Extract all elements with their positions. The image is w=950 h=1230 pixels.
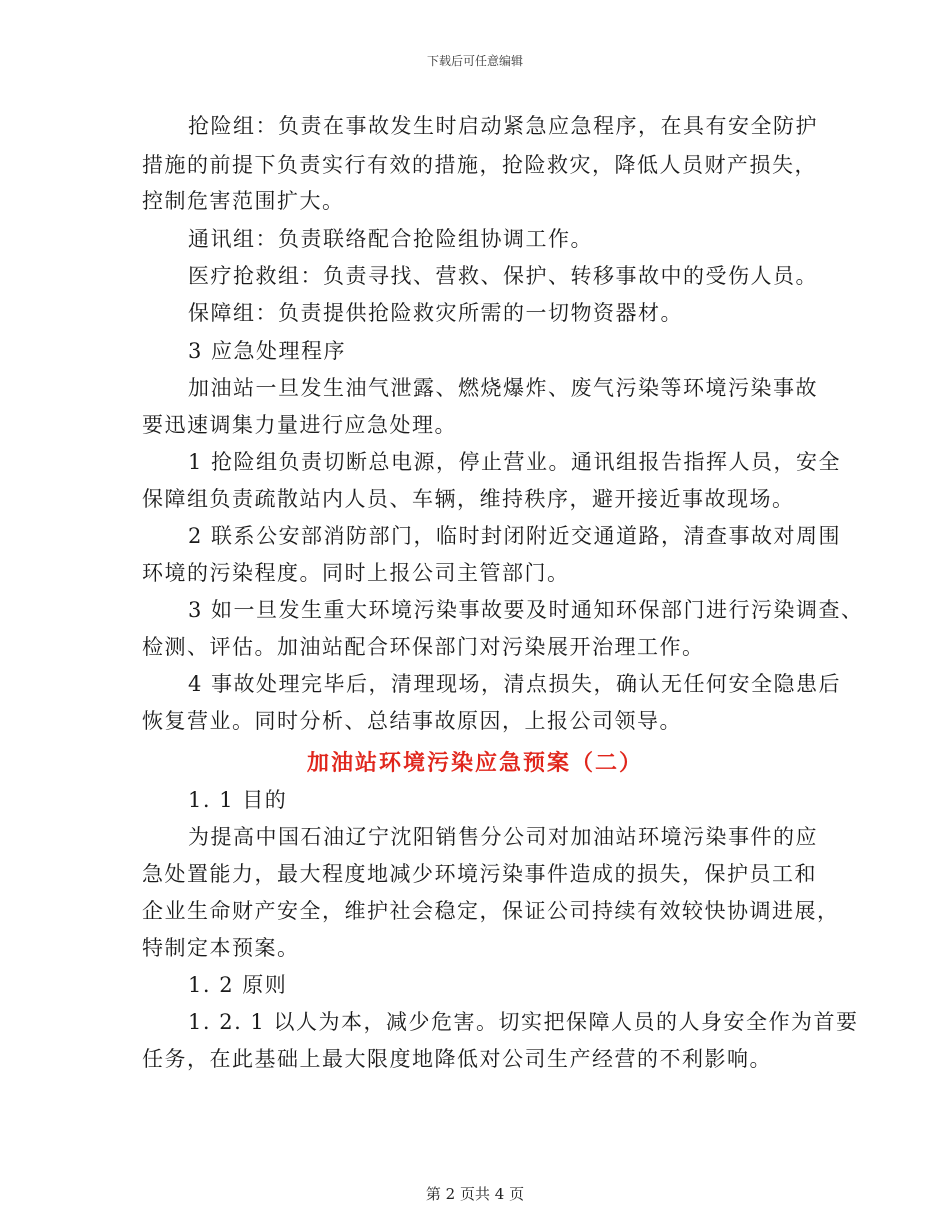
paragraph-line: 2 联系公安部消防部门，临时封闭附近交通道路，清查事故对周围 [188, 524, 842, 548]
paragraph-line: 特制定本预案。 [142, 936, 300, 960]
paragraph-line: 恢复营业。同时分析、总结事故原因，上报公司领导。 [142, 709, 682, 733]
paragraph-line: 保障组：负责提供抢险救灾所需的一切物资器材。 [188, 301, 683, 325]
paragraph-line: 措施的前提下负责实行有效的措施，抢险救灾，降低人员财产损失， [142, 153, 817, 177]
paragraph-line: 企业生命财产安全，维护社会稳定，保证公司持续有效较快协调进展， [142, 899, 840, 923]
paragraph-line: 加油站一旦发生油气泄露、燃烧爆炸、废气污染等环境污染事故 [188, 376, 818, 400]
paragraph-line: 1 抢险组负责切断总电源，停止营业。通讯组报告指挥人员，安全 [188, 450, 842, 474]
paragraph-line: 医疗抢救组：负责寻找、营救、保护、转移事故中的受伤人员。 [188, 264, 818, 288]
paragraph-line: 抢险组：负责在事故发生时启动紧急应急程序，在具有安全防护 [188, 114, 818, 138]
document-title: 加油站环境污染应急预案（二） [306, 751, 643, 776]
paragraph-line: 1. 2. 1 以人为本，减少危害。切实把保障人员的人身安全作为首要 [188, 1010, 859, 1034]
paragraph-line: 检测、评估。加油站配合环保部门对污染展开治理工作。 [142, 635, 705, 659]
paragraph-line: 控制危害范围扩大。 [142, 189, 345, 213]
paragraph-line: 环境的污染程度。同时上报公司主管部门。 [142, 561, 570, 585]
page-header: 下载后可任意编辑 [426, 54, 523, 68]
section-heading: 1. 1 目的 [188, 788, 288, 812]
paragraph-line: 4 事故处理完毕后，清理现场，清点损失，确认无任何安全隐患后 [188, 672, 842, 696]
paragraph-line: 保障组负责疏散站内人员、车辆，维持秩序，避开接近事故现场。 [142, 487, 795, 511]
page-footer: 第 2 页共 4 页 [425, 1185, 525, 1203]
paragraph-line: 通讯组：负责联络配合抢险组协调工作。 [188, 227, 593, 251]
paragraph-line: 为提高中国石油辽宁沈阳销售分公司对加油站环境污染事件的应 [188, 825, 818, 849]
section-heading: 3 应急处理程序 [188, 339, 347, 363]
paragraph-line: 要迅速调集力量进行应急处理。 [142, 413, 457, 437]
paragraph-line: 任务，在此基础上最大限度地降低对公司生产经营的不利影响。 [142, 1047, 772, 1071]
paragraph-line: 急处置能力，最大程度地减少环境污染事件造成的损失，保护员工和 [142, 862, 817, 886]
section-heading: 1. 2 原则 [188, 973, 288, 997]
paragraph-line: 3 如一旦发生重大环境污染事故要及时通知环保部门进行污染调查、 [188, 598, 864, 622]
